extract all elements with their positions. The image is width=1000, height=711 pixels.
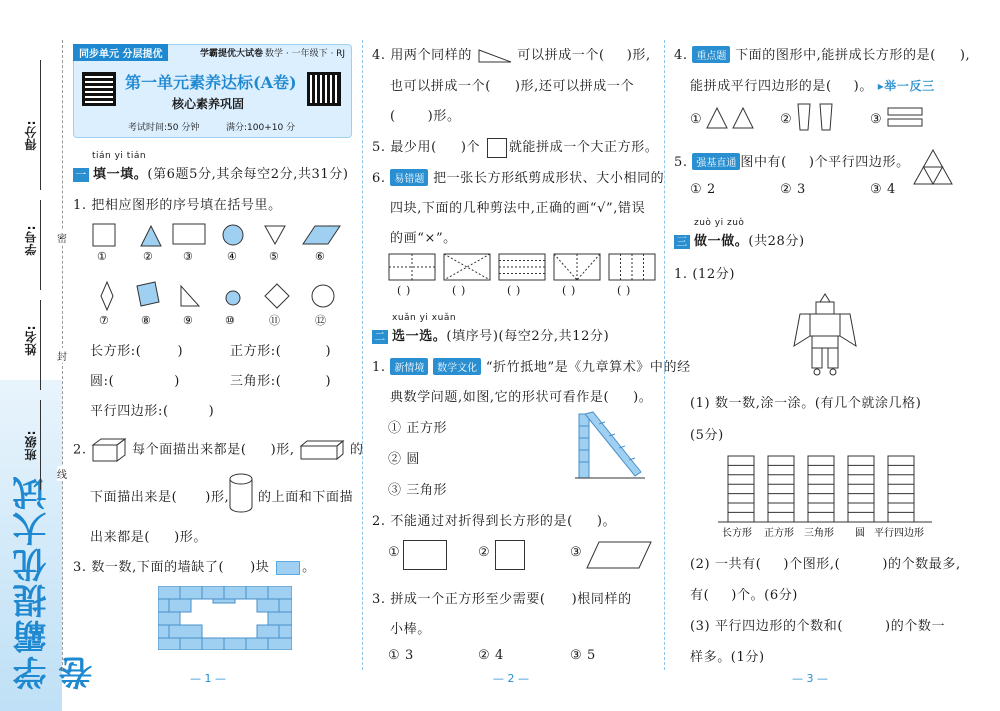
- c2-q6-line1: 6. 易错题 把一张长方形纸剪成形状、大小相同的: [372, 171, 665, 186]
- s2-option-2[interactable]: ②: [478, 545, 491, 560]
- bar-label-para: 平行四边形: [874, 528, 924, 538]
- page-number-2: — 2 —: [493, 672, 529, 685]
- answer-circle[interactable]: 圆:( ): [90, 374, 180, 389]
- answer-rect[interactable]: 长方形:( ): [90, 344, 184, 359]
- shape-8-square-tilted: [137, 282, 159, 306]
- cut-mark-3[interactable]: ( ): [507, 284, 521, 297]
- robot-figure: [790, 290, 860, 376]
- label-1: ①: [97, 250, 107, 263]
- c2-q5: 5. 最少用( )个 就能拼成一个大正方形。: [372, 136, 658, 158]
- label-score: 得分:: [24, 120, 38, 151]
- s3-line2: 小棒。: [390, 622, 431, 637]
- seal-mi: 密: [57, 230, 67, 245]
- page-number-1: — 1 —: [190, 672, 226, 685]
- s3-option-2[interactable]: ② 4: [478, 648, 504, 663]
- s2-para-shape: [585, 540, 655, 570]
- label-4: ④: [227, 250, 237, 263]
- shape-6-para: [303, 226, 340, 244]
- s3-line1: 3. 拼成一个正方形至少需要( )根同样的: [372, 592, 632, 607]
- label-2: ②: [143, 250, 153, 263]
- d1-title: 1. (12分): [674, 267, 736, 282]
- shape-10-circle: [226, 291, 240, 305]
- answer-square[interactable]: 正方形:( ): [230, 344, 332, 359]
- sec3-pinyin: zuò yi zuò: [694, 218, 745, 228]
- bar-label-circle: 圆: [855, 528, 865, 538]
- d1-2-line1: (2) 一共有( )个图形,( )的个数最多,: [690, 557, 961, 572]
- sec2-number: 二: [372, 330, 388, 344]
- tally-chart[interactable]: [718, 450, 948, 538]
- label-class: 班级:: [24, 430, 38, 461]
- brand-text: 学霸提优大试卷: [13, 474, 99, 690]
- qr-code-left: [82, 72, 116, 106]
- c3-q4-opt1[interactable]: ①: [690, 112, 703, 127]
- c2-q4-line3: ( )形。: [390, 109, 461, 124]
- tag-key-question: 重点题: [692, 46, 730, 63]
- column-divider-1: [362, 40, 363, 670]
- two-trapezoids: [796, 102, 836, 132]
- label-7: ⑦: [99, 314, 109, 327]
- tag-math-culture: 数学文化: [433, 358, 481, 375]
- s1-option-3[interactable]: ③ 三角形: [388, 483, 448, 498]
- label-5: ⑤: [269, 250, 279, 263]
- paper-subtitle: 核心素养巩固: [172, 97, 245, 111]
- sec1-note: (第6题5分,其余每空2分,共31分): [147, 167, 349, 182]
- s2-rect-shape: [403, 540, 447, 570]
- tally-column-1: [728, 456, 754, 522]
- sec3-number: 三: [674, 235, 690, 249]
- c3-q4-line2: 能拼成平行四边形的是( )。 ▸举一反三: [690, 79, 935, 94]
- column-divider-2: [664, 40, 665, 670]
- small-square-icon: [487, 138, 507, 158]
- bar-label-square: 正方形: [764, 528, 794, 538]
- sec2-note: (填序号)(每空2分,共12分): [446, 329, 610, 344]
- cut-options: [388, 253, 658, 283]
- s1-option-2[interactable]: ② 圆: [388, 452, 420, 467]
- shape-5-triangle: [265, 226, 285, 244]
- c3-q4-opt3[interactable]: ③: [870, 112, 883, 127]
- answer-triangle[interactable]: 三角形:( ): [230, 374, 332, 389]
- shape-2-triangle: [141, 226, 161, 246]
- cut-mark-5[interactable]: ( ): [617, 284, 631, 297]
- shape-9-triangle: [181, 286, 199, 306]
- s2-text: 2. 不能通过对折得到长方形的是( )。: [372, 514, 617, 529]
- sec2-heading: [372, 325, 609, 344]
- wall-figure: [158, 586, 292, 650]
- d1-3-line1: (3) 平行四边形的个数和( )的个数一: [690, 619, 946, 634]
- sec1-heading: [73, 163, 349, 182]
- paper-title: 第一单元素养达标(A卷): [125, 73, 297, 92]
- bamboo-figure: [575, 410, 645, 480]
- sec1-pinyin: tián yi tián: [92, 151, 147, 161]
- c3-q5-opt1[interactable]: ① 2: [690, 182, 716, 197]
- bar-label-triangle: 三角形: [804, 528, 834, 538]
- s1-line1: 1. 新情境 数学文化 “折竹抵地”是《九章算术》中的经: [372, 360, 691, 375]
- q1-shapes: [85, 220, 345, 330]
- tally-column-3: [808, 456, 834, 522]
- tally-column-2: [768, 456, 794, 522]
- c3-q5-opt3[interactable]: ③ 4: [870, 182, 896, 197]
- header-tag: 同步单元 分层提优: [73, 44, 168, 61]
- q2-line2: 下面描出来是( )形,: [90, 490, 230, 505]
- tally-column-5: [888, 456, 914, 522]
- d1-2-line2: 有( )个。(6分): [690, 588, 798, 603]
- tag-error-prone: 易错题: [390, 169, 428, 186]
- student-id-line[interactable]: [40, 200, 41, 290]
- exam-time: 考试时间:50 分钟: [128, 123, 200, 133]
- c3-q4-line1: 4. 重点题 下面的图形中,能拼成长方形的是( ),: [674, 48, 971, 63]
- cut-mark-4[interactable]: ( ): [562, 284, 576, 297]
- s3-option-3[interactable]: ③ 5: [570, 648, 596, 663]
- score-line: [40, 60, 41, 190]
- label-6: ⑥: [315, 250, 325, 263]
- page-number-3: — 3 —: [792, 672, 828, 685]
- c2-q6-line2: 四块,下面的几种剪法中,正确的画“√”,错误: [390, 201, 646, 216]
- tally-column-4: [848, 456, 874, 522]
- tag-new-context: 新情境: [390, 358, 428, 375]
- shape-11-diamond: [265, 284, 289, 308]
- tag-foundation: 强基直通: [692, 153, 740, 170]
- cuboid-icon: [299, 439, 345, 461]
- qr-code-right: [307, 72, 341, 106]
- label-10: ⑩: [225, 314, 235, 327]
- answer-parallelogram[interactable]: 平行四边形:( ): [90, 404, 215, 419]
- class-line[interactable]: [40, 400, 41, 490]
- shape-3-rect: [173, 224, 205, 244]
- label-11: ⑪: [269, 314, 280, 327]
- sec1-number: 一: [73, 168, 89, 182]
- q3-text: 3. 数一数,下面的墙缺了( )块 。: [73, 560, 316, 575]
- label-student-id: 学号:: [24, 225, 38, 256]
- d1-1-line1: (1) 数一数,涂一涂。(有几个就涂几格): [690, 396, 922, 411]
- sec3-note: (共28分): [748, 234, 805, 249]
- shape-4-circle: [223, 225, 243, 245]
- exam-score: 满分:100+10 分: [226, 123, 296, 133]
- two-triangles: [705, 104, 755, 130]
- seal-feng: 封: [57, 348, 67, 363]
- seal-xian: 线: [57, 466, 67, 481]
- sec3-heading: [674, 230, 805, 249]
- right-triangle-icon: [477, 48, 513, 64]
- q1-text: 1. 把相应图形的序号填在括号里。: [73, 198, 282, 213]
- d1-1-line2: (5分): [690, 428, 724, 443]
- name-line[interactable]: [40, 300, 41, 390]
- label-name: 姓名:: [24, 325, 38, 356]
- label-12: ⑫: [315, 314, 326, 327]
- two-rectangles: [886, 106, 926, 128]
- shape-7-rhombus: [101, 282, 113, 310]
- s2-square-shape: [495, 540, 525, 570]
- label-9: ⑨: [183, 314, 193, 327]
- s1-option-1[interactable]: ① 正方形: [388, 421, 448, 436]
- sec1-title: 填一填。: [93, 167, 148, 182]
- cut-3: [499, 254, 545, 280]
- brick-icon: [276, 561, 300, 575]
- shape-12-circle: [312, 285, 334, 307]
- c3-q4-opt2[interactable]: ②: [780, 112, 793, 127]
- shape-1-square: [93, 224, 115, 246]
- s3-option-1[interactable]: ① 3: [388, 648, 414, 663]
- label-8: ⑧: [141, 314, 151, 327]
- triangle-parallelogram-figure: [912, 148, 954, 186]
- s2-option-1[interactable]: ①: [388, 545, 401, 560]
- d1-3-line2: 样多。(1分): [690, 650, 765, 665]
- header-subject: 数学 · 一年级下 · RJ: [265, 49, 346, 59]
- bar-label-rect: 长方形: [722, 528, 752, 538]
- q2-line2b: 的上面和下面描: [258, 490, 354, 505]
- label-3: ③: [183, 250, 193, 263]
- c2-q4-line1: 4. 用两个同样的 可以拼成一个( )形,: [372, 48, 651, 63]
- sec2-pinyin: xuǎn yi xuǎn: [392, 313, 457, 323]
- c3-q5-opt2[interactable]: ② 3: [780, 182, 806, 197]
- cut-mark-1[interactable]: ( ): [397, 284, 411, 297]
- q2-line1: 2. 每个面描出来都是( )形, 的: [73, 437, 364, 463]
- c2-q4-line2: 也可以拼成一个( )形,还可以拼成一个: [390, 79, 635, 94]
- c3-q5-text: 5. 强基直通 图中有( )个平行四边形。: [674, 155, 910, 170]
- s1-line2: 典数学问题,如图,它的形状可看作是( )。: [390, 390, 653, 405]
- cube-icon: [91, 437, 127, 463]
- sec3-title: 做一做。: [694, 234, 749, 249]
- q2-line3: 出来都是( )形。: [90, 530, 207, 545]
- header-series: 学霸提优大试卷: [200, 49, 264, 59]
- s2-option-3[interactable]: ③: [570, 545, 583, 560]
- cut-mark-2[interactable]: ( ): [452, 284, 466, 297]
- extra-practice-link[interactable]: ▸举一反三: [877, 79, 935, 93]
- c2-q6-line3: 的画“×”。: [390, 231, 457, 246]
- cylinder-icon: [228, 472, 254, 514]
- sec2-title: 选一选。: [392, 329, 447, 344]
